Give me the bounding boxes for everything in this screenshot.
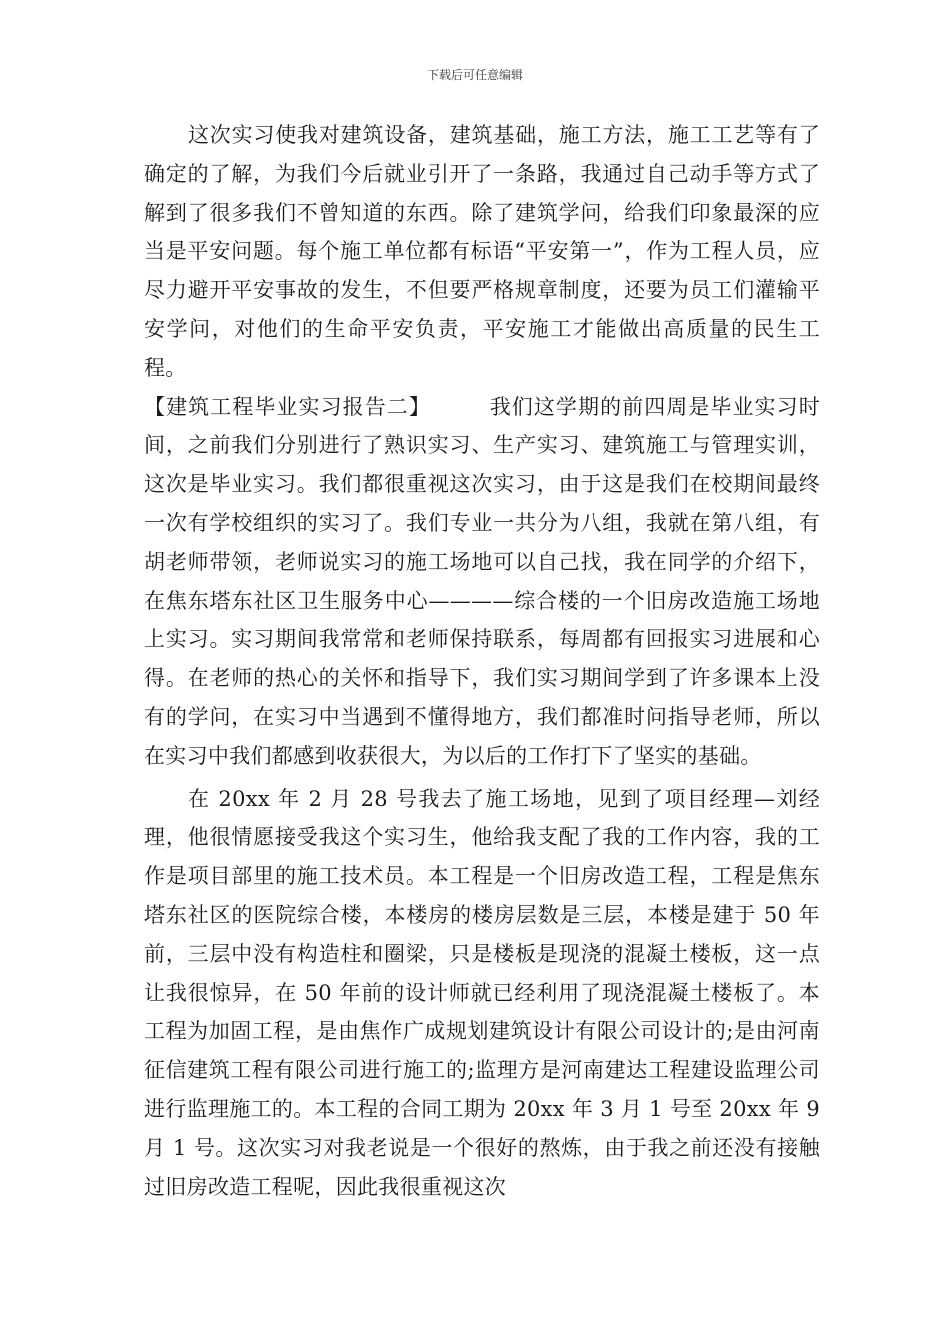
document-body bbox=[144, 116, 820, 1206]
page-header: 下载后可任意编辑 bbox=[426, 68, 523, 82]
section-heading: 【建筑工程毕业实习报告二】 bbox=[144, 394, 431, 419]
paragraph-1: 这次实习使我对建筑设备，建筑基础，施工方法，施工工艺等有了确定的了解，为我们今后就业引开了一条路，我通过自己动手等方式了解到了很多我们不曾知道的东西。除了建筑学问，给我们印象最深的应当是平安问题。每个施工单位都有标语“平安第一”，作为工程人员，应尽力避开平安事故的发生，不但要严格规章制度，还要为员工们灌输平安学问，对他们的生命平安负责，平安施工才能做出高质量的民生工程。 bbox=[144, 123, 820, 380]
paragraph-2-text: 我们这学期的前四周是毕业实习时间，之前我们分别进行了熟识实习、生产实习、建筑施工与管理实训，这次是毕业实习。我们都很重视这次实习，由于这是我们在校期间最终一次有学校组织的实习了。我们专业一共分为八组，我就在第八组，有胡老师带领，老师说实习的施工场地可以自己找，我在同学的介绍下，在焦东塔东社区卫生服务中心————综合楼的一个旧房改造施工场地上实习。实习期间我常常和老师保持联系，每周都有回报实习进展和心得。在老师的热心的关怀和指导下，我们实习期间学到了许多课本上没有的学问，在实习中当遇到不懂得地方，我们都准时问指导老师，所以在实习中我们都感到收获很大，为以后的工作打下了坚实的基础。 bbox=[144, 394, 821, 768]
paragraph-2 bbox=[144, 388, 820, 776]
paragraph-3: 在 20xx 年 2 月 28 号我去了施工场地，见到了项目经理—刘经理，他很情愿接受我这个实习生，他给我支配了我的工作内容，我的工作是项目部里的施工技术员。本工程是一个旧房改造工程，工程是焦东塔东社区的医院综合楼，本楼房的楼房层数是三层，本楼是建于 50 年前，三层中没有构造柱和圈梁，只是楼板是现浇的混凝土楼板，这一点让我很惊异，在 50 年前的设计师就已经利用了现浇混凝土楼板了。本工程为加固工程，是由焦作广成规划建筑设计有限公司设计的;是由河南征信建筑工程有限公司进行施工的;监理方是河南建达工程建设监理公司进行监理施工的。本工程的合同工期为 20xx 年 3 月 1 号至 20xx 年 9 月 1 号。这次实习对我老说是一个很好的熬炼，由于我之前还没有接触过旧房改造工程呢，因此我很重视这次 bbox=[144, 786, 820, 1199]
